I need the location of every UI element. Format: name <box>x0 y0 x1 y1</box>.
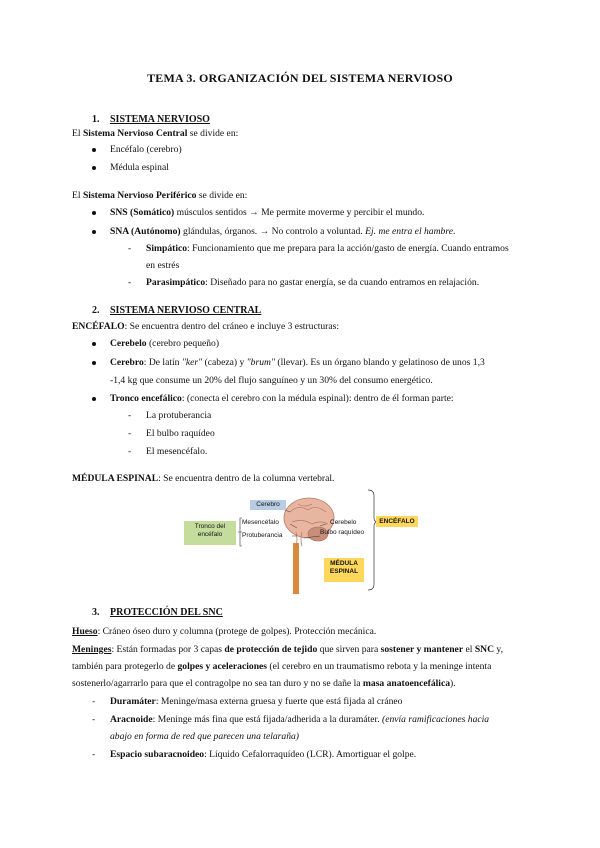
list-item-sns: SNS (Somático) músculos sentidos → Me permite moverme y percibir el mundo. <box>110 207 425 218</box>
bullet <box>92 397 96 401</box>
section-heading-3: 3. PROTECCIÓN DEL SNC <box>92 607 223 618</box>
list-item-duramater: Duramáter: Meninge/masa externa gruesa y fuerte que está fijada al cráneo <box>110 696 403 707</box>
dash: - <box>92 696 96 707</box>
dash: - <box>128 428 132 439</box>
list-item: El mesencéfalo. <box>146 446 208 457</box>
medula-intro: MÉDULA ESPINAL: Se encuentra dentro de la columna vertebral. <box>72 473 335 484</box>
label-mesencefalo: Mesencéfalo <box>242 519 279 526</box>
list-item-sna: SNA (Autónomo) glándulas, órganos. → No controlo a voluntad. Ej. me entra el hambre. <box>110 226 456 237</box>
label-encefalo: ENCÉFALO <box>376 516 418 527</box>
list-item-cerebro-cont: -1,4 kg que consume un 20% del flujo sanguíneo y un 30% del consumo energético. <box>110 375 433 386</box>
list-item-simpatico-cont: en estrés <box>146 260 180 271</box>
bullet <box>92 211 96 215</box>
list-item-simpatico: Simpático: Funcionamiento que me prepara para la acción/gasto de energía. Cuando entramos <box>146 243 509 254</box>
bullet <box>92 342 96 346</box>
section-heading-1: 1. SISTEMA NERVIOSO <box>92 114 210 125</box>
dash: - <box>92 749 96 760</box>
list-item-cerebelo: Cerebelo (cerebro pequeño) <box>110 338 220 349</box>
list-item-aracnoide: Aracnoide: Meninge más fina que está fijada/adherida a la duramáter. (envía ramificaciones hacia <box>110 714 490 725</box>
spinal-cord-shape <box>293 543 299 594</box>
bullet <box>92 230 96 234</box>
meninges-paragraph-l3: sostenerlo/agarrarlo para que el contragolpe no sea tan duro y no se dañe la masa anatoencefálica). <box>72 678 456 689</box>
list-item: Encéfalo (cerebro) <box>110 144 182 155</box>
list-item-aracnoide-cont: abajo en forma de red que parecen una telaraña) <box>110 731 299 742</box>
bullet <box>92 148 96 152</box>
list-item: La protuberancia <box>146 410 212 421</box>
list-item-tronco: Tronco encefálico: (conecta el cerebro con la médula espinal): dentro de él forman parte: <box>110 393 454 404</box>
snc-intro: El Sistema Nervioso Central se divide en: <box>72 128 239 139</box>
label-protuberancia: Protuberancia <box>242 532 283 539</box>
label-cerebelo: Cerebelo <box>330 519 357 526</box>
bullet <box>92 166 96 170</box>
label-tronco: Tronco del encéfalo <box>184 521 236 545</box>
list-item: El bulbo raquídeo <box>146 428 215 439</box>
label-bulbo: Bulbo raquídeo <box>320 529 365 536</box>
section-heading-2: 2. SISTEMA NERVIOSO CENTRAL <box>92 305 262 316</box>
dash: - <box>92 714 96 725</box>
page-title: TEMA 3. ORGANIZACIÓN DEL SISTEMA NERVIOSO <box>147 71 453 85</box>
dash: - <box>128 243 132 254</box>
encefalo-intro: ENCÉFALO: Se encuentra dentro del cráneo e incluye 3 estructuras: <box>72 321 340 332</box>
dash: - <box>128 277 132 288</box>
bullet <box>92 361 96 365</box>
list-item: Médula espinal <box>110 162 169 173</box>
snp-intro: El Sistema Nervioso Periférico se divide en: <box>72 190 248 201</box>
list-item-parasimpatico: Parasimpático: Diseñado para no gastar energía, se da cuando entramos en relajación. <box>146 277 480 288</box>
dash: - <box>128 446 132 457</box>
list-item-espacio: Espacio subaracnoideo: Líquido Cefalorraquídeo (LCR). Amortiguar el golpe. <box>110 749 417 760</box>
label-medula: MÉDULA ESPINAL <box>324 558 364 582</box>
dash: - <box>128 410 132 421</box>
meninges-paragraph-l1: Meninges: Están formadas por 3 capas de protección de tejido que sirven para sostener y mantener el SNC y, <box>72 644 503 655</box>
hueso-paragraph: Hueso: Cráneo óseo duro y columna (protege de golpes). Protección mecánica. <box>72 626 377 637</box>
brain-diagram <box>180 488 430 594</box>
list-item-cerebro: Cerebro: De latín "ker" (cabeza) y "brum" (llevar). Es un órgano blando y gelatinoso de unos 1,3 <box>110 357 485 368</box>
meninges-paragraph-l2: también para protegerlo de golpes y aceleraciones (el cerebro en un traumatismo rebota y la meninge intenta <box>72 661 492 672</box>
label-cerebro: Cerebro <box>250 500 286 510</box>
